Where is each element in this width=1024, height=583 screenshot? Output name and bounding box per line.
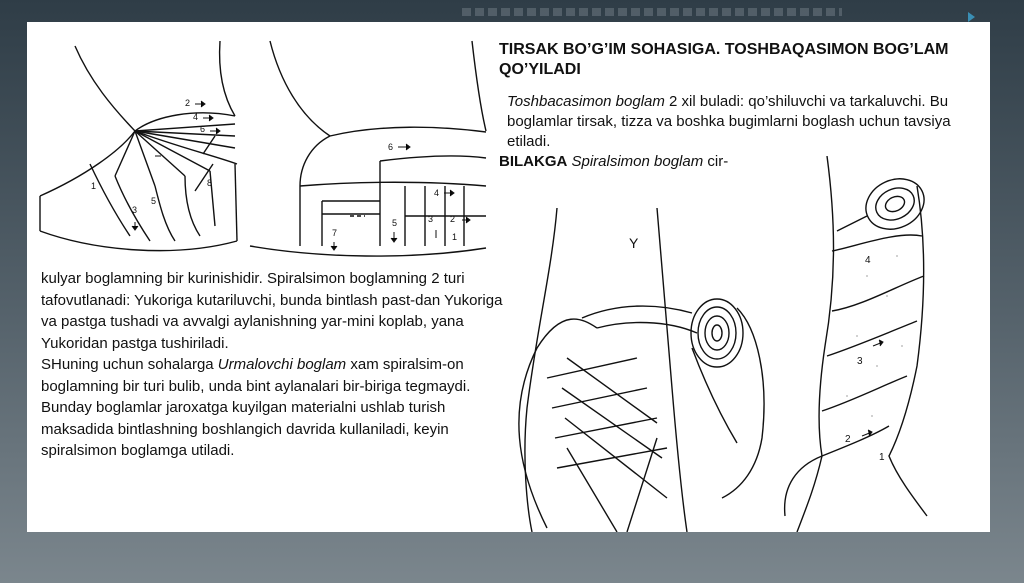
- header-ghost-text: [462, 8, 842, 16]
- forearm-label-3: 3: [857, 356, 863, 367]
- elbow-right-label-6: 6: [388, 142, 394, 152]
- figure-elbow-converging: [35, 36, 240, 258]
- figure-forearm-spiral: [777, 156, 987, 532]
- elbow-right-label-5: 5: [392, 218, 398, 228]
- elbow-left-label-5: 5: [151, 196, 157, 206]
- body-paragraph-2: xam spiralsim-on boglamning bir turi bulib, unda bint aylanalari bir-biriga tegmaydi. Bunday boglamlar jaroxatga kuyilgan materialni ushlab turish maksadida bintlashning boshlangich davrida kullaniladi, keyin spiralsimon boglamga utiladi.: [41, 356, 471, 459]
- forearm-label-2: 2: [845, 434, 851, 445]
- hand-figure-label: Y: [629, 235, 639, 251]
- section-heading-bilakga: BILAKGA: [499, 153, 568, 170]
- elbow-left-label-2: 2: [185, 98, 191, 108]
- elbow-left-label-3: 3: [132, 205, 138, 215]
- body-paragraph-1: kulyar boglamning bir kurinishidir. Spiralsimon boglamning 2 turi tafovutlanadi: Yukoriga kutariluvchi, bunda bintlash past-dan Yukoriga va pastga tushadi va avvalgi aylanishning yar-mini koplab, yana Yukoridan pastga tushiriladi.: [41, 270, 503, 352]
- elbow-left-label-1: 1: [91, 181, 97, 191]
- elbow-left-label-4: 4: [193, 112, 199, 122]
- elbow-right-label-4: 4: [434, 188, 440, 198]
- slide-page: [27, 22, 990, 532]
- figure-elbow-diverging: [240, 36, 488, 258]
- slide-title: TIRSAK BO’G’IM SOHASIGA. TOSHBAQASIMON BOG’LAM QO’YILADI: [499, 41, 949, 78]
- intro-paragraph-1: 2 xil buladi: qo’shiluvchi va tarkaluvchi. Bu boglamlar tirsak, tizza va boshka bugimlarni boglash uchun tavsiya etiladi.: [507, 93, 951, 150]
- intro-text: [499, 92, 985, 172]
- elbow-right-label-2: 2: [450, 214, 456, 224]
- next-slide-arrow-icon[interactable]: [968, 12, 975, 22]
- figure-hands-bandaging: [507, 208, 772, 532]
- elbow-right-label-1: 1: [452, 232, 458, 242]
- elbow-right-label-3: 3: [428, 214, 434, 224]
- elbow-left-label-6: 6: [200, 124, 206, 134]
- forearm-label-1: 1: [879, 452, 885, 463]
- elbow-left-label-8: 8: [207, 178, 213, 188]
- elbow-right-label-7: 7: [332, 228, 338, 238]
- term-spiralsimon: Spiralsimon boglam: [571, 153, 704, 170]
- body-paragraph-2-start: SHuning uchun sohalarga: [41, 356, 218, 373]
- term-urmalovchi: Urmalovchi boglam: [217, 356, 347, 373]
- body-text: [41, 268, 503, 462]
- intro-paragraph-2: cir-: [703, 153, 729, 170]
- term-toshbacasimon: Toshbacasimon boglam: [507, 93, 665, 110]
- forearm-label-4: 4: [865, 255, 871, 266]
